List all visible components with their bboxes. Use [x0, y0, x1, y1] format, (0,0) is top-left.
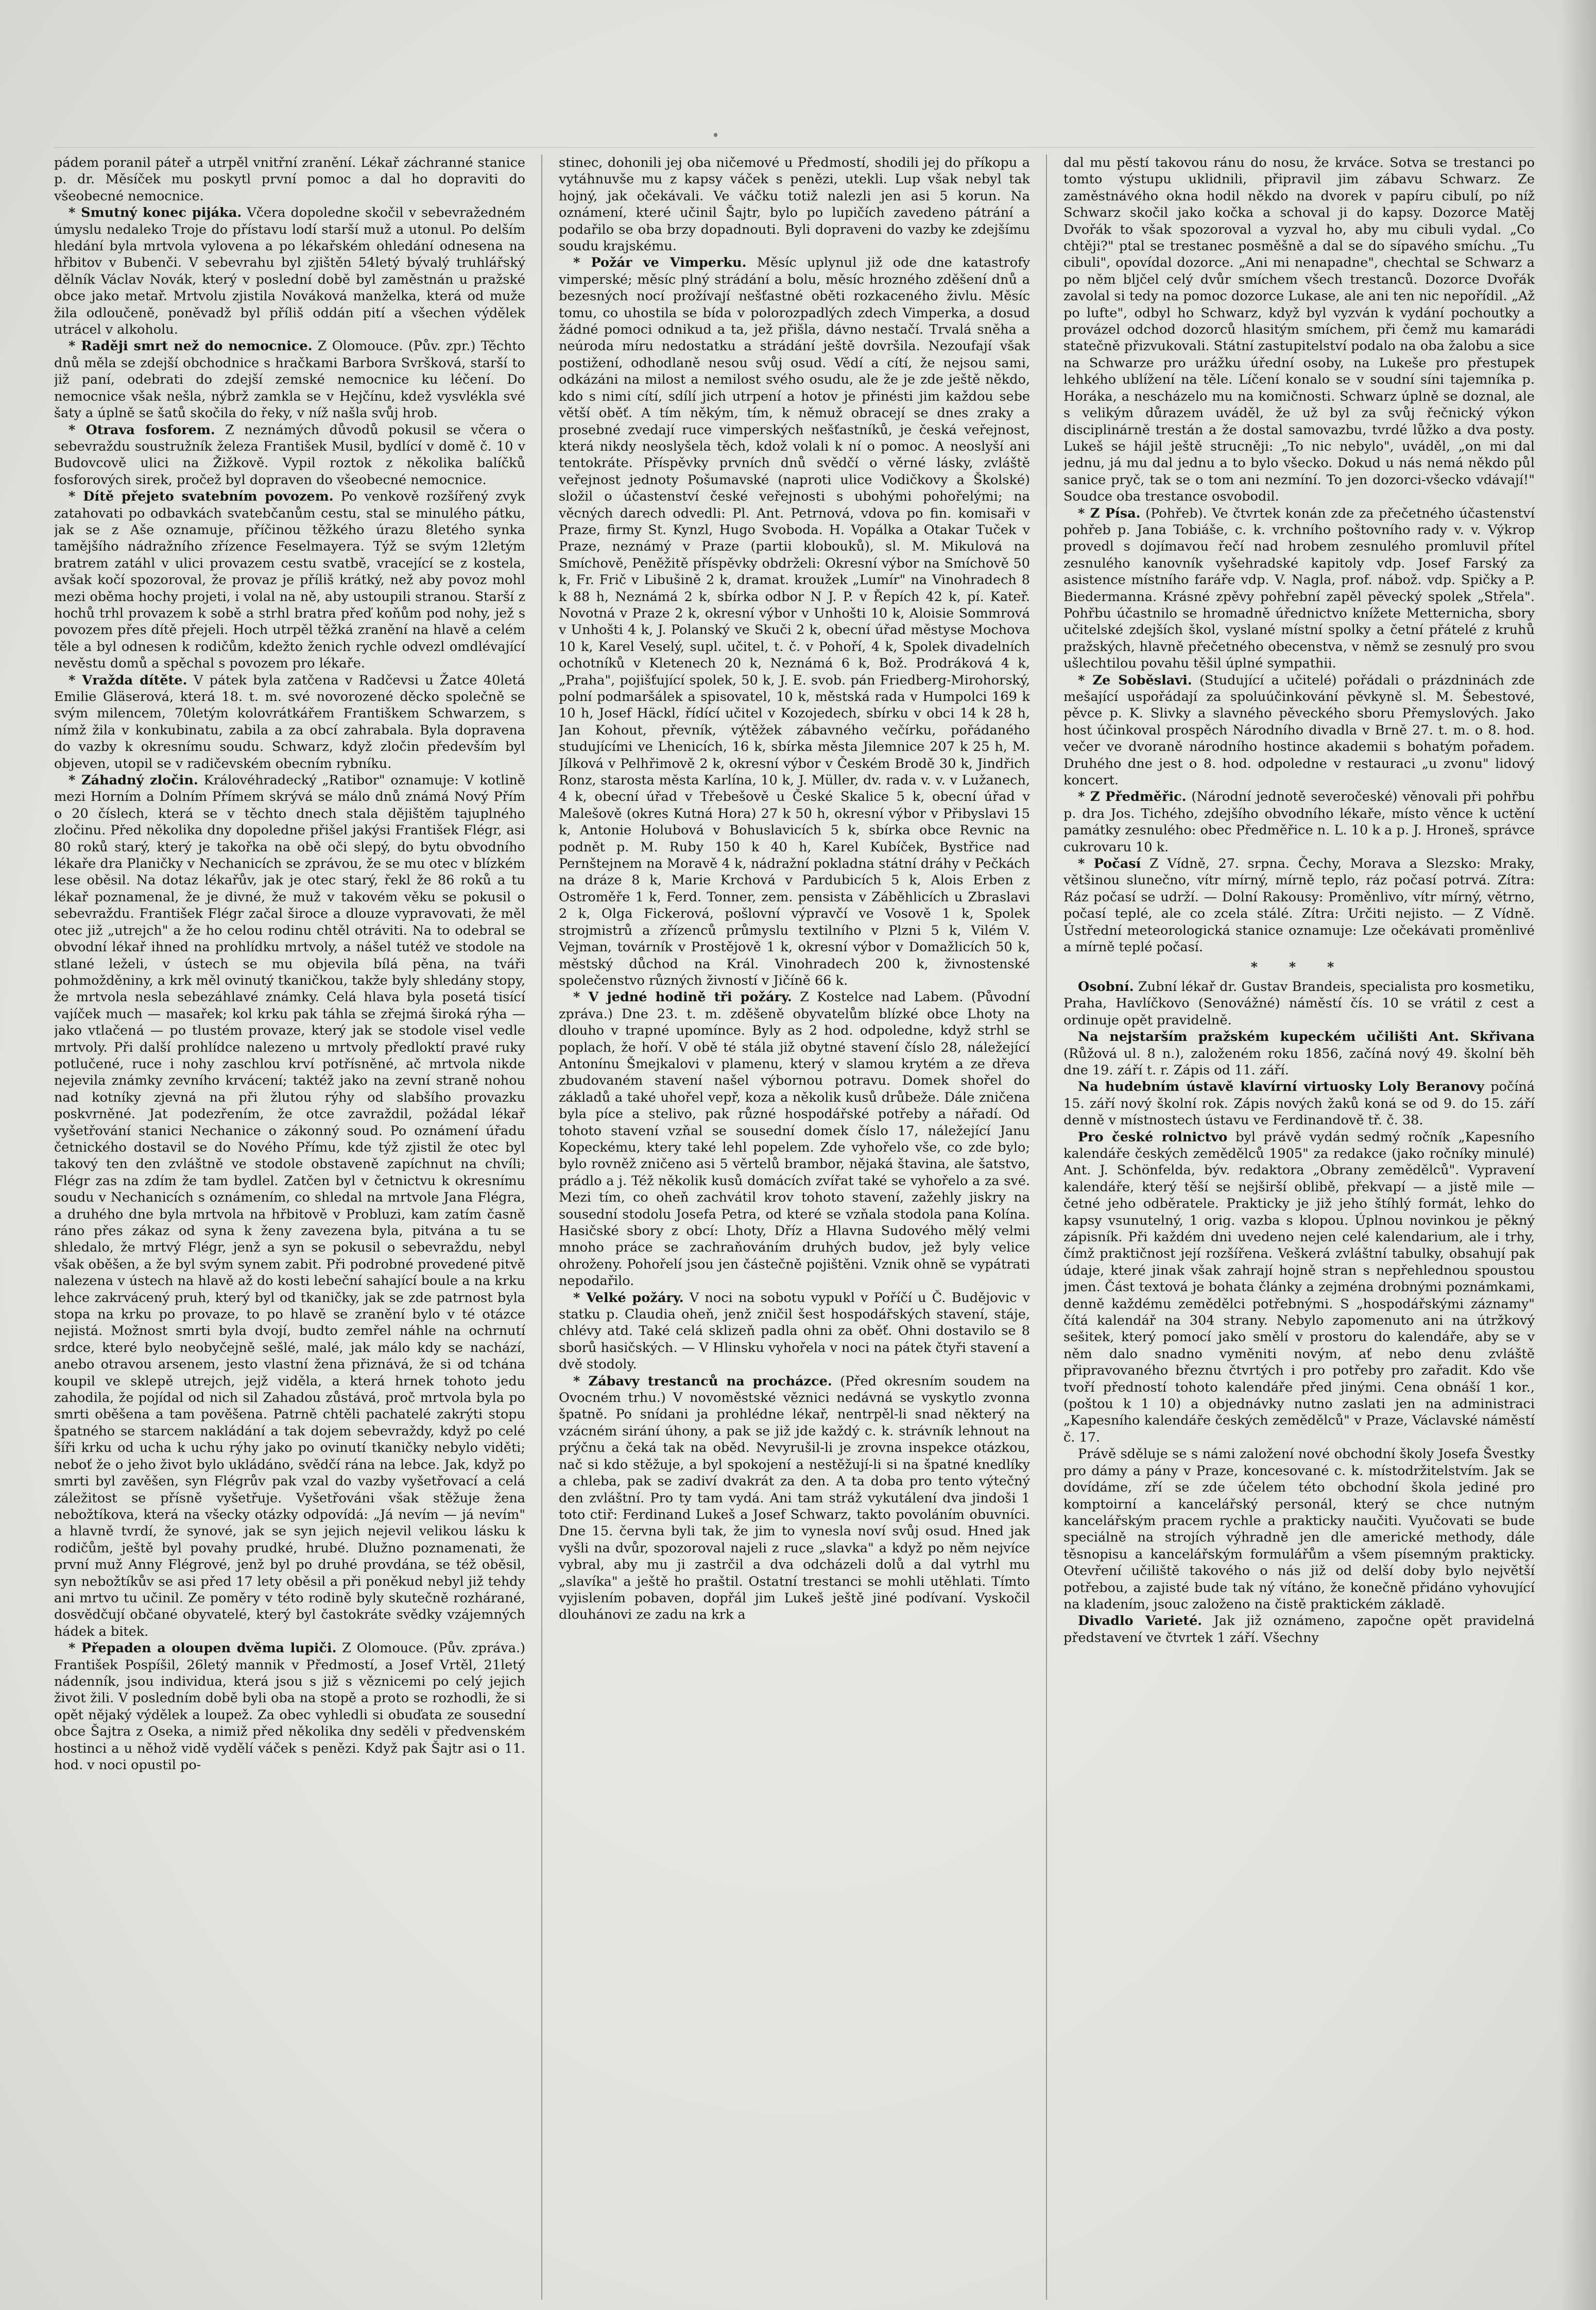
article-text: Po venkově rozšířený zvyk zatahovati po odbavkách svatebčanům cestu, stal se minulého pátku, jak se z Aše oznamuje, příčinou těžkého úrazu 8letého synka tamějšího nádražního zřízence Feselmayera. Týž se svým 12letým bratrem zatáhl v ulici provazem cestu svatbě, vracející se z kostela, avšak kočí spozoroval, že provaz je příliš krátký, než aby povoz mohl mezi oběma hochy projeti, i volal na ně, aby ustoupili stranou. Starší z hochů trhl provazem k sobě a strhl bratra přeď koňům pod nohy, jež s povozem přes dítě přejeli. Hoch utrpěl těžká zranění na hlavě a celém těle a byl odnesen k rodičům, kdežto ženich rychle odvezl omdlévající nevěstu domů a spěchal s povozem pro lékaře.	[54, 489, 525, 672]
article-heading: * Raději smrt než do nemocnice.	[68, 338, 313, 354]
article-heading: * Otrava fosforem.	[68, 422, 215, 438]
article-heading: * Vražda dítěte.	[68, 672, 187, 688]
column-2	[559, 155, 1030, 2300]
article-text: Zubní lékař dr. Gustav Brandeis, specialista pro kosmetiku, Praha, Havlíčkovo (Senovážné) náměstí čís. 10 se vrátil z cest a ordinuje opět pravidelně.	[1063, 979, 1535, 1028]
article-heading: * Požár ve Vimperku.	[573, 255, 747, 271]
article-heading: * Smutný konec pijáka.	[68, 205, 242, 221]
article-paragraph	[54, 488, 525, 672]
article-paragraph	[54, 422, 525, 489]
article-heading: * Přepaden a oloupen dvěma lupiči.	[68, 1640, 337, 1656]
article-text: pádem poranil páteř a utrpěl vnitřní zranění. Lékař záchranné stanice p. dr. Měsíček mu poskytl první pomoc a dal ho dopraviti do všeobecné nemocnice.	[54, 155, 525, 204]
article-heading: * Z Písa.	[1078, 505, 1141, 521]
print-speck	[714, 133, 717, 137]
section-separator: * * *	[1250, 959, 1348, 975]
article-paragraph	[559, 1373, 1030, 1623]
article-heading: * Ze Soběslavi.	[1078, 672, 1192, 688]
article-paragraph	[559, 155, 1030, 254]
article-text: Z Vídně, 27. srpna. Čechy, Morava a Slezsko: Mraky, většinou slunečno, vítr mírný, mírně teplo, ráz počasí potrvá. Zítra: Ráz počasí se udrží. — Dolní Rakousy: Proměnlivo, vítr mírný, větrno, počasí teplé, ale co zcela stálé. Zítra: Určiti nejisto. — Z Vídně. Ústřední meteorologická stanice oznamuje: Lze očekávati proměnlivé a mírně teplé počasí.	[1063, 856, 1535, 955]
article-heading: * Počasí	[1078, 856, 1141, 872]
article-text: byl právě vydán sedmý ročník „Kapesního kalendáře českých zemědělců 1905" za redakce (jako ročníky minulé) Ant. J. Schönfelda, býv. redaktora „Obrany zemědělců". Vypravení kalendáře, který těší se nejširší oblibě, překvapí — a jistě mile — četné jeho odběratele. Prakticky je již jeho štíhlý formát, lehko do kapsy vsunutelný, 1 orig. vazba s klopou. Úplnou novinkou je pěkný zápisník. Při každém dni uvedeno nejen celé kalendarium, ale i trhy, čímž praktičnost její rozšířena. Veškerá zvláštní tabulky, obsahují pak údaje, které jinak však zahrají hojně stran s nepřehlednou spoustou jmen. Část textová je bohata články a zejména drobnými poznámkami, denně každému zemědělci potřebnými. S „hospodářskými záznamy" čítá kalendář na 304 strany. Nebylo zapomenuto ani na útržkový sešitek, který pomocí jako smělí v prostoru do kalendáře, aby se v něm dalo snadno vyměniti novým, ať nebo denu zvláště připravovaného březnu čtvrtých i pro potřeby pro zařadit. Kdo vše tvoří předností tohoto kalendáře před jinými. Cena obnáší 1 kor., (poštou k 1 10) a objednávky nutno zaslati jen na administraci „Kapesního kalendáře českých zemědělců" v Praze, Václavské náměstí č. 17.	[1063, 1129, 1535, 1445]
article-paragraph	[1063, 979, 1535, 1029]
article-paragraph	[54, 772, 525, 1640]
article-paragraph	[1063, 672, 1535, 789]
column-divider-1	[541, 155, 542, 2300]
article-paragraph	[1063, 1129, 1535, 1446]
article-paragraph	[1063, 1613, 1535, 1646]
article-paragraph	[559, 1290, 1030, 1373]
article-heading: Na hudebním ústavě klavírní virtuosky Loly Beranovy	[1078, 1079, 1484, 1095]
article-text: Z Olomouce. (Pův. zpráva.) František Pospíšil, 26letý mannik v Předmostí, a Josef Vrtěl, 21letý nádenník, jsou individua, která jsou s již s věznicemi po celý jejich život žili. V posledním době byli oba na stopě a proto se rozhodli, že si opět nějaký výdělek a loupež. Za obec vyhledli si obuďata ze sousední obce Šajtra z Oseka, a nimiž před několika dny seděli v předvenském hostinci a u něhož vidě vydělí váček s penězi. Když pak Šajtr asi o 11. hod. v noci opustil po-	[54, 1640, 525, 1773]
article-text: stinec, dohonili jej oba ničemové u Předmostí, shodili jej do příkopu a vytáhnuvše mu z kapsy váček s penězi, utekli. Lup však nebyl tak hojný, jak očekávali. Ve váčku totiž nalezli jen asi 5 korun. Na oznámení, které učinil Šajtr, bylo po lupičích zavedeno pátrání a podařilo se oba brzy dopadnouti. Byli dopraveni do vazby ke zdejšímu soudu krajskému.	[559, 155, 1030, 254]
article-paragraph	[54, 1640, 525, 1773]
page-edge-shadow	[1560, 0, 1596, 2310]
article-paragraph	[559, 254, 1030, 989]
column-1	[54, 155, 525, 2300]
article-paragraph	[54, 672, 525, 772]
article-heading: * Z Předměřic.	[1078, 789, 1187, 805]
article-text: (Studující a učitelé) pořádali o prázdninách zde mešající uspořádají za spoluúčinkování pěvkyně sl. M. Šebestové, pěvce p. K. Slivky a slavného pěveckého sboru Přemyslových. Jako host účinkoval prospěch Národního divadla v Brně 27. t. m. o 8. hod. večer ve dvoraně národního hostince akademii s bohatým pořadem. Druhého dne jest o 8. hod. odpoledne v restauraci „u zvonu" lidový koncert.	[1063, 672, 1535, 789]
article-text: (Národní jednotě severočeské) věnovali při pohřbu p. dra Jos. Tichého, zdejšího obvodního lékaře, místo věnce k uctění památky zesnulého: obec Předměřice n. L. 10 k a p. J. Hroneš, správce cukrovaru 10 k.	[1063, 789, 1535, 855]
article-text: Měsíc uplynul již ode dne katastrofy vimperské; měsíc plný strádání a bolu, měsíc hrozného zděšení dnů a bezesných nocí prožívají nešťastné oběti rozkaceného živlu. Měsíc tomu, co uhostila se bída v polorozpadlých zdech Vimperka, a dosud žádné pomoci odnikud a ta, jež přišla, dávno nestačí. Trvalá sněha a neúroda míru nedostatku a strádání ještě dovršila. Nezoufají však postižení, odhodlaně nesou svůj osud. Vědí a cítí, že nejsou sami, odkázáni na milost a nemilost svého osudu, ale že je zde ještě někdo, kdo s nimi cítí, sdílí jich utrpení a hotov je přinésti jim každou sebe větší oběť. A tím někým, tím, k němuž obracejí se dnes zraky a prosebné zvedají ruce vimperských nešťastníků, je česká veřejnost, která nikdy neoslyšela těch, kdož volali k ní o pomoc. A neoslyší ani tentokráte. Příspěvky prvních dnů svědčí o věrné lásky, zvláště veřejnost jednoty Pošumavské (naproti ulice Vodičkovy a Školské) složil o účastenství české veřejnosti s ubohými pohořelými; na věcných darech odvedli: Pl. Ant. Petrnová, vdova po fin. komisaři v Praze, firmy St. Kynzl, Hugo Svoboda. H. Vopálka a Otakar Tuček v Praze, neznámý v Praze (partii klobouků), sl. M. Mikulová na Smíchově, Peněžitě příspěvky obdrželi: Okresní výbor na Smíchově 50 k, Fr. Frič v Libušině 2 k, dramat. kroužek „Lumír" na Vinohradech 8 k 88 h, Neznámá 2 k, sbírka odbor N J. P. v Řepích 42 k, pí. Kateř. Novotná v Praze 2 k, okresní výbor v Unhošti 10 k, Aloisie Sommrová v Unhošti 4 k, J. Polanský ve Skuči 2 k, obecní úřad městyse Mochova 10 k, Karel Veselý, supl. učitel, t. č. v Pohoří, 4 k, Spolek divadelních ochotníků v Kletenech 20 k, Neznámá 6 k, Bož. Prodráková 4 k, „Praha", pojišťující spolek, 50 k, J. E. svob. pán Friedberg-Mirohorský, polní podmaršálek a spisovatel, 10 k, městská rada v Humpolci 169 k 10 h, Josef Häckl, řídící učitel v Kozojedech, sbírku v obci 14 k 28 h, Jan Kohout, převník, výtěžek zábavného večírku, pořádaného studujícími ve Lhenicích, 16 k, sbírka města Jilemnice 207 k 25 h, M. Jílková v Pelhřimově 2 k, okresní výbor v Českém Brodě 30 k, Jindřich Ronz, starosta města Karlína, 10 k, J. Müller, dv. rada v. v. v Lužanech, 4 k, obecní úřad v Třebešově u České Skalice 5 k, obecní úřad v Malešově (okres Kutná Hora) 27 k 50 h, okresní výbor v Přibyslavi 15 k, Antonie Holubová v Bohuslavicích 5 k, sbírka obce Revnic na podnět p. M. Ruby 150 k 40 h, Karel Kubíček, Bystřice nad Pernštejnem na Moravě 4 k, nádražní pokladna státní dráhy v Pečkách na dráze 8 k, Marie Krchová v Pardubicích 5 k, Alois Erben z Ostroměře 1 k, Ferd. Tonner, zem. pensista v Záběhlicích u Zbraslavi 2 k, Olga Fickerová, pošlovní výpravčí ve Vosově 1 k, Spolek strojmistrů a zřízenců průmyslu textilního v Plzni 5 k, Vilém V. Vejman, továrník v Prostějově 1 k, okresní výbor v Domažlicích 50 k, městský důchod na Král. Vinohradech 200 k, živnostenské společenstvo různých živností v Jičíně 66 k.	[559, 255, 1030, 988]
article-paragraph	[1063, 789, 1535, 855]
article-heading: Na nejstarším pražském kupeckém učilišti Ant. Skřivana	[1078, 1029, 1535, 1045]
article-paragraph	[1063, 1029, 1535, 1079]
article-text: (Pohřeb). Ve čtvrtek konán zde za přečetného účastenství pohřeb p. Jana Tobiáše, c. k. vrchního poštovního rady v. v. Výkrop provedl s dojímavou řečí nad hrobem zesnulého promluvil přítel zesnulého kanovník vyšehradské kapitoly vdp. Josef Farský za asistence místního faráře vdp. V. Nagla, prof. nábož. vdp. Spičky a P. Biedermanna. Krásné zpěvy pohřební zapěl pěvecký spolek „Střela". Pohřbu účastnilo se hromadně úřednictvo knížete Metternicha, sbory učitelské zdejších škol, vyslané místní spolky a četní přátelé z kruhů pražských, hlavně přečetného obecenstva, v němž se zesnulý pro svou ušlechtilou povahu těšil úplné sympathii.	[1063, 505, 1535, 672]
article-text: Z Olomouce. (Pův. zpr.) Těchto dnů měla se zdejší obchodnice s hračkami Barbora Svršková, starší to již paní, odebrati do zdejší zemské nemocnice ku léčení. Do nemocnice však nešla, nýbrž zamkla se v Hejčínu, kdež vysvlékla své šaty a úplně se šatů skočila do řeky, v níž našla svůj hrob.	[54, 338, 525, 421]
article-paragraph	[1063, 1079, 1535, 1128]
article-paragraph	[54, 338, 525, 421]
article-text: Z Kostelce nad Labem. (Původní zpráva.) Dne 23. t. m. zděšeně obyvatelům blízké obce Lhoty na dlouho v trapné upomínce. Byly as 2 hod. odpoledne, když strhl se poplach, že hoří. V obě té stála již obytné stavení číslo 28, náležející Antonínu Šmejkalovi v plamenu, který v slamou krytém a ze dřeva zbudovaném stavení našel výbornou potravu. Domek shořel do základů a také uhořel vepř, koza a několik kusů drůbeže. Dále zničena byla píce a stelivo, pak různé hospodářské potřeby a nářadí. Od tohoto stavení vzňal se sousední domek číslo 17, náležející Janu Kopeckému, ktery také lehl popelem. Zde vyhořelo vše, co zde bylo; bylo rovněž zničeno asi 5 věrtelů brambor, nějaká štavina, ale šatstvo, prádlo a j. Též několik kusů domácích zvířat také se vyhořelo a za své. Mezi tím, co oheň zachvátil krov tohoto stavení, zažehly jiskry na sousední stodolu Josefa Petra, od které se vzňala stodola pana Kolína. Hasičské sbory z obcí: Lhoty, Dříz a Hlavna Sudového mělý velmi mnoho práce se zachraňováním druhých budov, jež byly velice ohroženy. Pohořelí jsou jen částečně pojištěni. Vznik ohně se vypátrati nepodařilo.	[559, 989, 1030, 1289]
article-text: V pátek byla zatčena v Radčevsi u Žatce 40letá Emilie Gläserová, která 18. t. m. své novorozené děcko společně se svým milencem, 70letým kolovrátkářem Františkem Schwarzem, s nímž žila v konkubinatu, zabila a za obcí zahrabala. Byla dopravena do vazby k okresnímu soudu. Schwarz, když zločin především byl objeven, utopil se v radičevském obecním rybníku.	[54, 672, 525, 772]
article-text: Z neznámých důvodů pokusil se včera o sebevraždu soustružník železa František Musil, bydlící v domě č. 10 v Budovcově ulici na Žižkově. Vypil roztok z několika balíčků fosforových sirek, pročež byl dopraven do všeobecné nemocnice.	[54, 422, 525, 488]
article-paragraph	[54, 155, 525, 204]
article-text: Právě sděluje se s námi založení nové obchodní školy Josefa Švestky pro dámy a pány v Praze, koncesované c. k. místodržitelstvím. Jak se dovídáme, zří se zde účelem této obchodní škola jediné pro komptoirní a kancelářský personál, který se chce nutným kancelářským pracem rychle a prakticky naučiti. Vyučovati se bude speciálně na strojích výhradně jen dle americké methody, dále těsnopisu a kancelářským formulářům a všem písemným prakticky. Otevření učiliště takového o nás již od delší doby bylo největší potřebou, a zajisté bude tak ný vítáno, že konečně přidáno vyhovující na kladením, jsouc založeno na čistě praktickém základě.	[1063, 1446, 1535, 1612]
article-paragraph	[559, 989, 1030, 1289]
article-heading: * Dítě přejeto svatebním povozem.	[68, 489, 334, 505]
article-text: V noci na sobotu vypukl v Poříčí u Č. Budějovic v statku p. Claudia oheň, jenž zničil šest hospodářských stavení, stáje, chlévy atd. Také celá sklizeň padla ohni za oběť. Ohni dostavilo se 8 sborů hasičských. — V Hlinsku vyhořela v noci na pátek čtyři stavení a dvě stodoly.	[559, 1290, 1030, 1373]
article-text: Jak již oznámeno, započne opět pravidelná představení ve čtvrtek 1 září. Všechny	[1063, 1613, 1535, 1646]
article-text: Včera dopoledne skočil v sebevražedném úmyslu nedaleko Troje do přístavu lodí starší muž a utonul. Po delším hledání byla mrtvola vylovena a po lékařském ohledání odnesena na hřbitov v Bubenči. V sebevrahu byl zjištěn 54letý bývalý truhlářský dělník Václav Novák, který v poslední době byl zaměstnán u pražské obce jako metař. Mrtvolu zjistila Nováková manželka, která od muže žila odloučeně, poněvadž byl příliš oddán pití a všechen výdělek utrácel v alkoholu.	[54, 205, 525, 338]
article-paragraph	[1063, 505, 1535, 672]
article-heading: * V jedné hodině tři požáry.	[573, 989, 792, 1005]
article-text: dal mu pěstí takovou ránu do nosu, že krváce. Sotva se trestanci po tomto výstupu uklidnili, připravil jim zábavu Schwarz. Ze zaměstnávého okna hodil někdo na dvorek v papíru cibulí, po níž Schwarz skočil jako kočka a schoval ji do kapsy. Dozorce Matěj Dvořák to však spozoroval a vyzval ho, aby mu cibuli vydal. „Co chtěji?" ptal se trestanec posměšně a dal se do sípavého smíchu. „Tu cibuli", opovídal dozorce. „Ani mi nenapadne", chechtal se Schwarz a po něm bljčel celý dvůr smíchem všech trestanců. Dozorce Dvořák zavolal si tedy na pomoc dozorce Lukase, ale ani ten nic nepořídil. „Až po lufte", odbyl ho Schwarz, když byl vyzván k vydání pochoutky a provázel odchod dozorců hlasitým smíchem, při čemž mu kamarádi statečně přizvukovali. Státní zastupitelství podalo na oba žalobu a sice na Schwarze pro urážku úřední osoby, na Lukeše pro přestupek lehkého ublížení na těle. Líčení konalo se v soudní síni tajemníka p. Horáka, a nescházelo mu na komičnosti. Schwarz úplně se doznal, ale s velikým důrazem uváděl, že už byl za svůj řečnický výkon disciplinárně trestán a že dostal samovazbu, tvrdé lůžko a dva posty. Lukeš se hájil ještě strucněji: „To nic nebylo", uváděl, „on mi dal jednu, já mu dal jednu a to bylo všecko. Dokud u nás nemá někdo půl sanice pryč, tak se o tom ani nezmíní. To jen dozorci-všecko vdávají!" Soudce oba trestance osvobodil.	[1063, 155, 1535, 505]
article-paragraph	[54, 204, 525, 338]
article-heading: Divadlo Varieté.	[1078, 1613, 1203, 1629]
article-paragraph	[1063, 855, 1535, 955]
top-rule	[54, 147, 1535, 148]
article-text: Královéhradecký „Ratibor" oznamuje: V kotlině mezi Horním a Dolním Přímem skrývá se málo dnů známá Nový Přím o 20 číslech, která se v těchto dnech stala dějištěm tajuplného zločinu. Před několika dny dopoledne přišel jakýsi František Flégr, asi 80 roků starý, který je takořka na obě oči slepý, do bytu obvodního lékaře dra Planičky v Nechanicích se zprávou, že se mu otec v blízkém lese oběsil. Na dotaz lékařův, jak je otec starý, řekl že 86 roků a tu lékař poznamenal, že je divné, že muž v takovém věku se pokusil o sebevraždu. František Flégr začal široce a dlouze vypravovati, že měl otec již „utrejch" a že ho celou rodinu chtěl otráviti. Na to odebral se obvodní lékař ihned na prohlídku mrtvoly, a nášel tutéž ve stodole na stlané leželi, v ústech se mu objevila bílá pěna, na tváři pohmožděniny, a krk měl ovinutý tkaničkou, takže byly shledány stopy, že mrtvola nesla sebezáhlavé známky. Celá hlava byla posetá tisící vajíček much — masařek; kol krku pak táhla se zřejmá široká rýha — jako vtlačená — po tlustém provaze, který jak se stodole visel vedle mrtvoly. Při další prohlídce nalezeno u mrtvoly předloktí pravé ruky potlučené, ruce i nohy zaschlou krví potřísněné, ač mrtvola nikde nejevila známky zevního krvácení; taktéž jako na zevní straně nohou nad kotníky zjevná na při žlutou rýhy od slabšího provazku poskvrněné. Jat podezřením, že otce zavraždil, požádal lékař vyšetřování stanici Nechanice o zákonný soud. Po oznámení úřadu četnického dostavil se do Nového Přímu, kde týž zjistil že otec byl takový ten den zvláštně ve stodole obstaveně zapíchnut na chvíli; Flégr zas na zdím že tam bydlel. Zatčen byl v četnictvu k okresnímu soudu v Nechanicích s oznámením, co shledal na mrtvole Jana Flégra, a druhého dne byla mrtvola na hřbitově v Probluzi, kam zatím časně ráno přes zákaz od syna k ženy zavezena byla, pitvána a tu se shledalo, že mrtvý Flégr, jenž a syn se pokusil o sebevraždu, nebyl však oběšen, a že byl svým synem zabit. Při podrobné provedené pitvě nalezena v ústech na hlavě až do kosti lebeční sahající boule a na krku lehce zakrvácený pruh, který byl od tkaničky, jak se zde patrnost byla stopa na krku po provaze, to po hlavě se zranění bylo v té otázce nejistá. Možnost smrti byla dvojí, budto zemřel náhle na ochrnutí srdce, které bylo neobyčejně sešlé, malé, jak málo kdy se nachází, anebo otravou arsenem, jesto vlastní žena přiznává, že si od tchána koupil ve sklepě utrejch, jejž viděla, a která hrnek tohoto jedu zahodila, že pojídal od nich sil Zahadou zůstává, proč mrtvola byla po smrti oběšena a tam pověšena. Patrně chtěli pachatelé zakrýti stopu špatného se starcem nakládání a tak dojem sebevraždy, když po celé šíři krku od ucha k uchu rýhy jako po ovinutí tkaničky nebylo viděti; neboť že o jeho život bylo ukládáno, svědčí rána na lebce. Jak, když po smrti byl zavěšen, syn Flégrův pak vzal do vazby vyšetřovací a celá záležitost se přísně vyšetřuje. Vyšetřováni však stěžuje žena nebožtíkova, která na všecky otázky odpovídá: „Já nevím — já nevím" a hlavně tvrdí, že synové, jak se syn jejich nejevil velikou lásku k rodičům, ještě byl povahy prudké, hrubé. Dlužno poznamenati, že první muž Anny Flégrové, jenž byl po druhé provdána, se též oběsil, syn nebožtíkův se asi před 17 lety oběsil a při poněkud nebyl již tehdy ani mrtvo tu učinil. Ze poměry v této rodině byly skutečně rozhárané, dosvědčují občané obyvatelé, který byl častokráte svědky vzájemných hádek a bitek.	[54, 773, 525, 1639]
article-heading: * Záhadný zločin.	[68, 773, 198, 789]
article-heading: * Velké požáry.	[573, 1290, 684, 1306]
article-text: (Růžová ul. 8 n.), založeném roku 1856, začíná nový 49. školní běh dne 19. září t. r. Zápis od 11. září.	[1063, 1046, 1535, 1078]
article-paragraph	[1063, 1446, 1535, 1613]
article-text: (Před okresním soudem na Ovocném trhu.) V novoměstské věznici nedávná se vyskytlo zvonna špatně. Po snídani ja prohlédne lékař, nentrpěl-li snad některý na vzácném sirání úhony, a pak se již jde každý c. k. strávník lehnout na prýčnu a čeká tak na oběd. Nevyrušil-li je zrovna inspekce otázkou, nač si kdo stěžuje, a byl spokojení a nestěžují-li si na špatné knedlíky a chleba, pak se zadiví dvakrát za den. A ta doba pro tento výtečný den zvláštní. Pro ty tam vydá. Ani tam stráž vykutálení dva jindoši 1 toto ctiř: Ferdinand Lukeš a Josef Schwarz, takto povoláním obuvníci. Dne 15. června byli tak, že jim to vynesla noví svůj osud. Hned jak vyšli na dvůr, spozoroval najeli z ruce „slavka" a když po něm nejvíce vybral, aby mu ji zastrčil a dva odcházeli dolů a dal vytrhl mu „slavíka" a ještě ho praštil. Ostatní trestanci se mohli utěhlati. Tímto vyjislením pobaven, dopřál jim Lukeš ještě jiné podívaní. Vyskočil dlouhánovi ze zadu na krk a	[559, 1373, 1030, 1623]
article-paragraph	[1063, 155, 1535, 505]
column-3	[1063, 155, 1535, 2300]
article-heading: Pro české rolnictvo	[1078, 1129, 1228, 1145]
article-heading: * Zábavy trestanců na procházce.	[573, 1373, 832, 1389]
column-divider-2	[1046, 155, 1047, 2300]
article-text: počíná 15. září nový školní rok. Zápis nových žaků koná se od 9. do 15. září denně v místnostech ústavu ve Ferdinandově tř. č. 38.	[1063, 1079, 1535, 1128]
article-heading: Osobní.	[1078, 979, 1134, 995]
